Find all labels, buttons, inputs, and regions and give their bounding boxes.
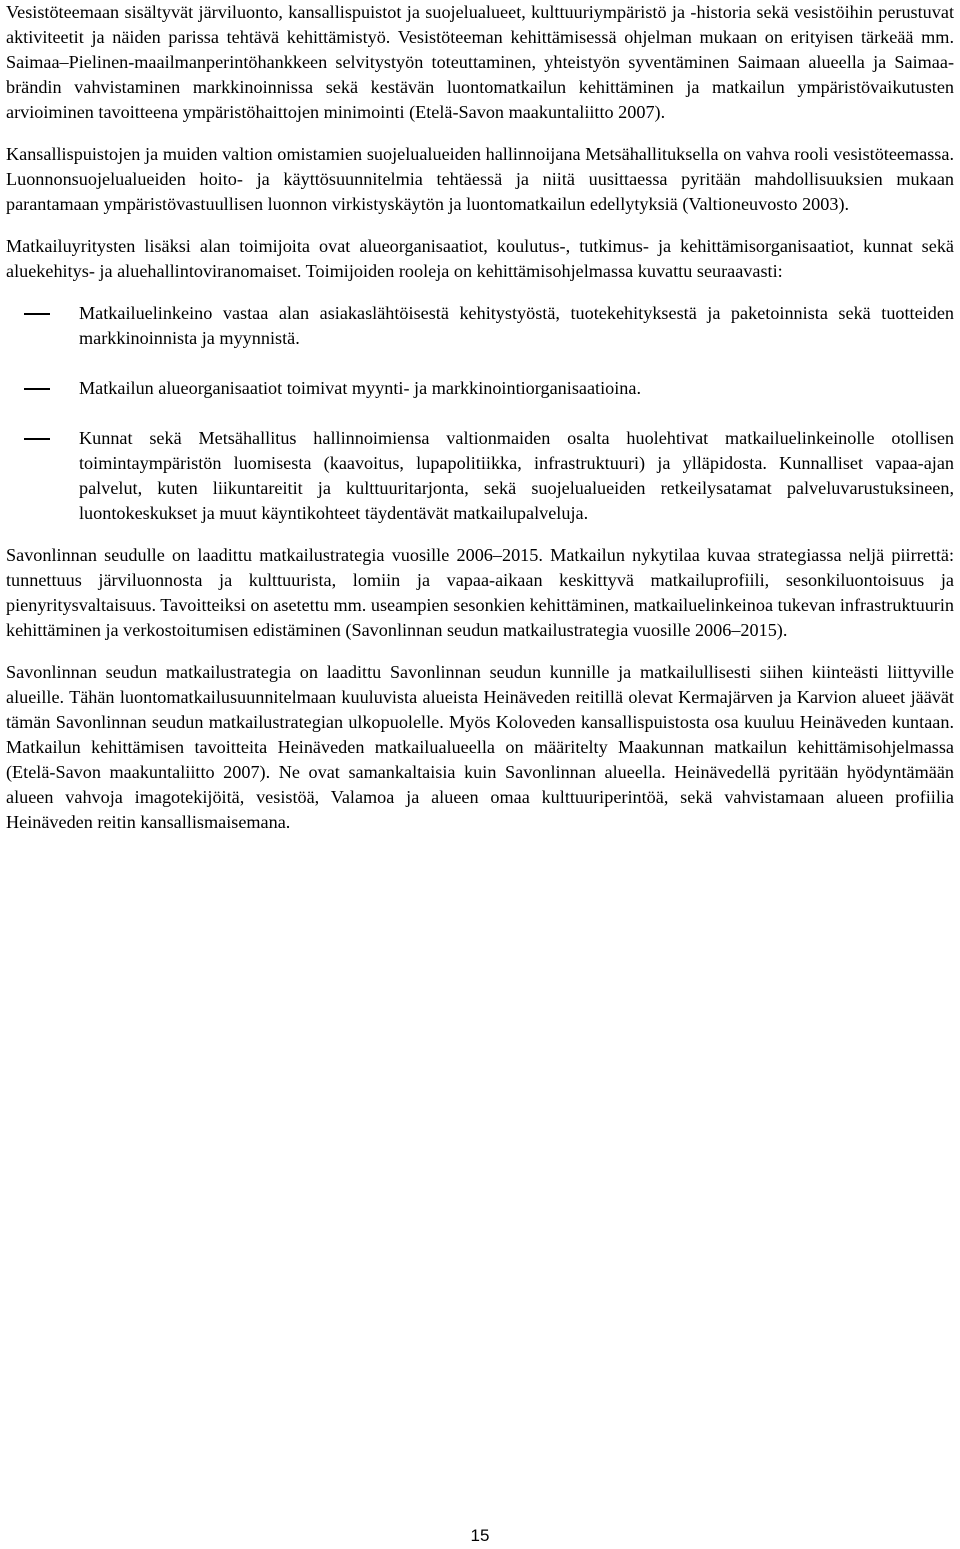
dash-bullet-icon — [24, 438, 50, 440]
paragraph-heinavesi: Savonlinnan seudun matkailustrategia on laadittu Savonlinnan seudun kunnille ja matkailullisesti siihen kiinteästi liittyville alueille. Tähän luontomatkailusuunnitelmaan kuuluvista alueista Heinäveden reitillä olevat Kermajärven ja Karvion alueet jäävät tämän Savonlinnan seudun matkailustrategian ulkopuolelle. Myös Koloveden kansallispuistosta osa kuuluu Heinäveden kuntaan. Matkailun kehittämisen tavoitteita Heinäveden matkailualueella on määritelty Maakunnan matkailun kehittämisohjelmassa (Etelä-Savon maakuntaliitto 2007). Ne ovat samankaltaisia kuin Savonlinnan alueella. Heinävedellä pyritään hyödyntämään alueen vahvoja imagotekijöitä, vesistöä, Valamoa ja alueen omaa kulttuuriperintöä, sekä vahvistamaan alueen profiilia Heinäveden reitin kansallismaisemana. — [6, 662, 954, 832]
list-item — [6, 426, 954, 526]
dash-bullet-icon — [24, 388, 50, 390]
actor-roles-list — [6, 301, 954, 526]
paragraph-water-theme: Vesistöteemaan sisältyvät järviluonto, kansallispuistot ja suojelualueet, kulttuuriympäristö ja -historia sekä vesistöihin perustuvat aktiviteetit ja näiden parissa tehtävä kehittämistyö. Vesistöteeman kehittämisessä ohjelman mukaan on erityisen tärkeää mm. Saimaa–Pielinen-maailmanperintöhankkeen selvitystyön toteuttaminen, yhteistyön syventäminen Saimaan alueella ja Saimaa-brändin vahvistaminen markkinoinnissa sekä kestävän luontomatkailun kehittäminen ja matkailun ympäristövaikutusten arvioiminen tavoitteena ympäristöhaittojen minimointi (Etelä-Savon maakuntaliitto 2007). — [6, 2, 954, 122]
list-item — [6, 301, 954, 351]
list-item — [6, 376, 954, 401]
dash-bullet-icon — [24, 313, 50, 315]
document-page — [6, 0, 954, 852]
list-item-text: Kunnat sekä Metsähallitus hallinnoimiensa valtionmaiden osalta huolehtivat matkailuelinkeinolle otollisen toimintaympäristön luomisesta (kaavoitus, lupapolitiikka, infrastruktuuri) ja ylläpidosta. Kunnalliset vapaa-ajan palvelut, kuten liikuntareitit ja kulttuuritarjonta, sekä suojelualueiden retkeilysatamat palveluvarustuksineen, luontokeskukset ja muut käyntikohteet täydentävät matkailupalveluja. — [79, 428, 954, 523]
page-number: 15 — [470, 1526, 490, 1545]
list-item-text: Matkailuelinkeino vastaa alan asiakaslähtöisestä kehitystyöstä, tuotekehityksestä ja paketoinnista sekä tuotteiden markkinoinnista ja myynnistä. — [79, 303, 954, 348]
paragraph-national-parks: Kansallispuistojen ja muiden valtion omistamien suojelualueiden hallinnoijana Metsähallituksella on vahva rooli vesistöteemassa. Luonnonsuojelualueiden hoito- ja käyttösuunnitelmia tehtäessä ja niitä uusittaessa pyritään mahdollisuuksien mukaan parantamaan ympäristövastuullisen luonnon virkistyskäytön ja luontomatkailun edellytyksiä (Valtioneuvosto 2003). — [6, 144, 954, 214]
paragraph-actors-intro: Matkailuyritysten lisäksi alan toimijoita ovat alueorganisaatiot, koulutus-, tutkimus- ja kehittämisorganisaatiot, kunnat sekä aluekehitys- ja aluehallintoviranomaiset. Toimijoiden rooleja on kehittämisohjelmassa kuvattu seuraavasti: — [6, 236, 954, 281]
list-item-text: Matkailun alueorganisaatiot toimivat myynti- ja markkinointiorganisaatioina. — [79, 378, 642, 398]
paragraph-savonlinna-strategy: Savonlinnan seudulle on laadittu matkailustrategia vuosille 2006–2015. Matkailun nykytilaa kuvaa strategiassa neljä piirrettä: tunnettuus järviluonnosta ja kulttuurista, lomiin ja vapaa-aikaan keskittyvä matkailuprofiili, sesonkiluontoisuus ja pienyritysvaltaisuus. Tavoitteiksi on asetettu mm. useampien sesonkien kehittäminen, matkailuelinkeinoa tukevan infrastruktuurin kehittäminen ja verkostoitumisen edistäminen (Savonlinnan seudun matkailustrategia vuosille 2006–2015). — [6, 545, 954, 640]
